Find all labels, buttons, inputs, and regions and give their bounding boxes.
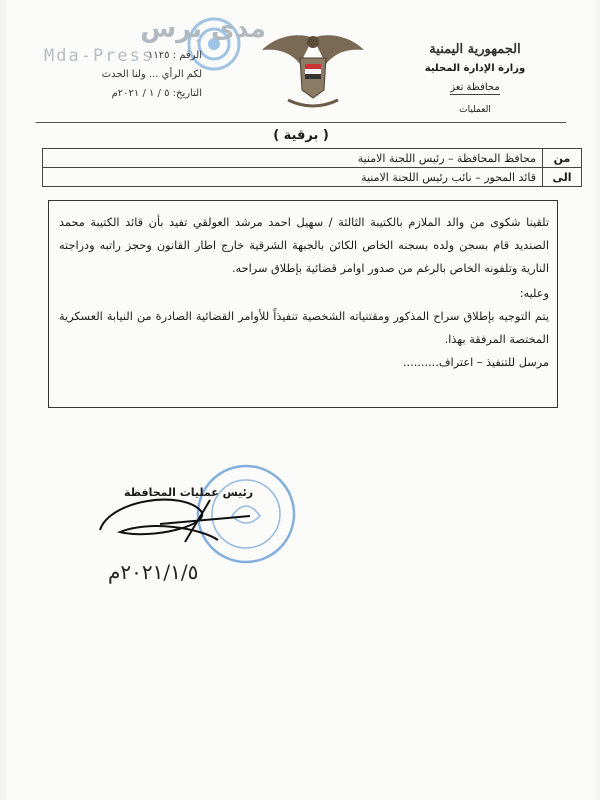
document-date: التاريخ: ٥ / ١ / ٢٠٢١م [111,88,202,99]
signatory-title: رئيس عمليات المحافظة [124,486,254,499]
reply-line: لكم الرأي ... ولنا الحدث [101,69,202,80]
from-row [43,149,582,168]
header-divider [36,122,566,123]
country-name: الجمهورية اليمنية [429,42,521,57]
handwritten-signature-icon [90,480,260,560]
telegram-body [48,200,558,408]
and-label: وعليه: [519,287,549,300]
body-paragraph-2: يتم التوجيه بإطلاق سراح المذكور ومقتنياته الشخصية تنفيذاً للأوامر القضائية الصادرة من النيابة العسكرية المختصة المرفقة بهذا. [59,310,549,346]
department-name: العمليات [459,105,491,115]
letterhead-right [410,42,540,115]
closing-line: مرسل للتنفيذ – اعتراف.......... [402,356,549,369]
letterhead-left [42,50,202,107]
document-page [6,0,596,800]
watermark-english: Mda-Press [44,46,155,66]
to-value: قائد المحور – نائب رئيس اللجنة الامنية [43,168,543,187]
address-table [42,148,582,187]
body-paragraph-1: تلقينا شكوى من والد الملازم بالكتيبة الثالثة / سهيل احمد مرشد العولقي تفيد بأن قائد الكتيبة محمد الصنديد قام بسجن ولده بسجنه الخاص الكائن بالجبهة الشرقية خارج اطار القانون وحجز راتبه ودراجته النارية وتلفونه الخاص بالرغم من صدور اوامر قضائية بإطلاق سراحه. [59,216,549,275]
from-value: محافظ المحافظة – رئيس اللجنة الامنية [43,149,543,168]
to-row [43,168,582,187]
governorate-name: محافظة تعز [450,82,500,93]
from-label: من [543,149,582,168]
reference-number: الرقم : ١١٢٥ [148,50,202,61]
yemen-eagle-emblem-icon [258,28,368,114]
to-label: الى [543,168,582,187]
signature-date: ٢٠٢١/١/٥م [108,560,199,584]
document-title: ( برقية ) [273,128,329,143]
watermark-arabic: مدى برس [140,14,266,44]
ministry-name: وزارة الإدارة المحلية [424,63,526,74]
